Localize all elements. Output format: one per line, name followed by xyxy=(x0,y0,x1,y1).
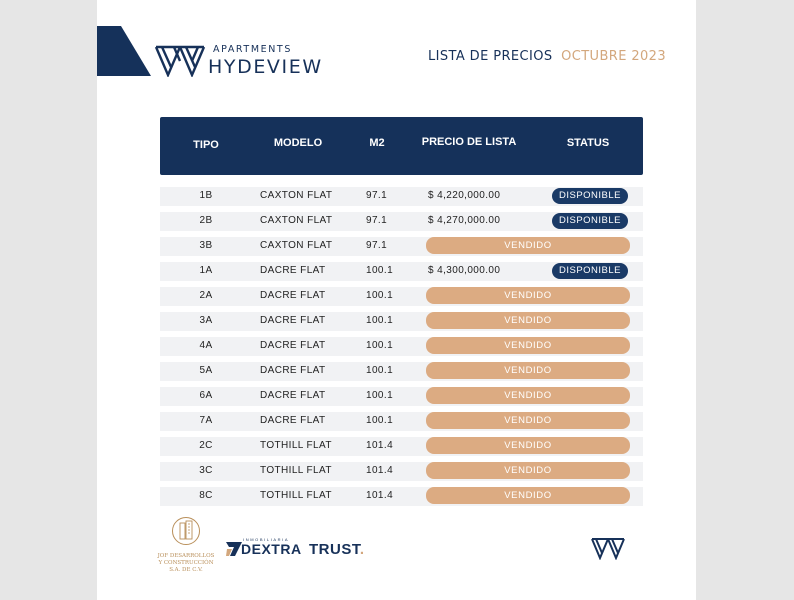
table-row xyxy=(160,287,643,306)
cell-modelo: CAXTON FLAT xyxy=(260,215,333,226)
status-sold-badge: VENDIDO xyxy=(426,287,630,304)
header-precio: PRECIO DE LISTA xyxy=(421,136,517,148)
table-header xyxy=(160,117,643,175)
status-sold-badge: VENDIDO xyxy=(426,387,630,404)
cell-modelo: DACRE FLAT xyxy=(260,340,326,351)
cell-m2: 100.1 xyxy=(366,290,394,301)
cell-tipo-value: 6A xyxy=(199,390,213,401)
table-row xyxy=(160,362,643,381)
table-row xyxy=(160,387,643,406)
cell-precio: $ 4,220,000.00 xyxy=(428,190,501,201)
price-list-page xyxy=(97,0,696,600)
cell-precio: $ 4,300,000.00 xyxy=(428,265,501,276)
hydeview-w-logo-icon xyxy=(154,45,206,77)
price-table-body xyxy=(160,187,643,512)
trust-logo xyxy=(309,541,365,558)
cell-tipo-value: 1A xyxy=(199,265,213,276)
cell-m2: 101.4 xyxy=(366,465,394,476)
status-available-badge: DISPONIBLE xyxy=(552,188,628,204)
cell-tipo-value: 2C xyxy=(199,440,213,451)
cell-m2: 101.4 xyxy=(366,440,394,451)
price-list-title xyxy=(428,49,666,64)
table-row xyxy=(160,312,643,331)
cell-tipo-value: 1B xyxy=(199,190,213,201)
cell-tipo-value: 2A xyxy=(199,290,213,301)
cell-modelo: CAXTON FLAT xyxy=(260,240,333,251)
brand-hydeview-title: HYDEVIEW xyxy=(208,56,323,78)
status-sold-badge: VENDIDO xyxy=(426,337,630,354)
cell-tipo-value: 7A xyxy=(199,415,213,426)
cell-m2: 97.1 xyxy=(366,215,388,226)
cell-modelo: TOTHILL FLAT xyxy=(260,490,332,501)
price-list-title-main: LISTA DE PRECIOS xyxy=(428,49,553,64)
brand-apartments-label: APARTMENTS xyxy=(213,44,292,55)
cell-m2: 100.1 xyxy=(366,415,394,426)
cell-m2: 100.1 xyxy=(366,390,394,401)
cell-modelo: CAXTON FLAT xyxy=(260,190,333,201)
status-sold-badge: VENDIDO xyxy=(426,312,630,329)
status-sold-badge: VENDIDO xyxy=(426,437,630,454)
cell-modelo: DACRE FLAT xyxy=(260,365,326,376)
table-row xyxy=(160,262,643,281)
jof-logo xyxy=(157,516,215,574)
cell-tipo-value: 8C xyxy=(199,490,213,501)
status-sold-badge: VENDIDO xyxy=(426,487,630,504)
table-row xyxy=(160,487,643,506)
cell-modelo: TOTHILL FLAT xyxy=(260,465,332,476)
cell-tipo-value: 3A xyxy=(199,315,213,326)
dextra-subtitle: INMOBILIARIA xyxy=(243,537,290,542)
cell-modelo: DACRE FLAT xyxy=(260,265,326,276)
cell-m2: 100.1 xyxy=(366,315,394,326)
cell-m2: 97.1 xyxy=(366,240,388,251)
cell-modelo: DACRE FLAT xyxy=(260,390,326,401)
status-available-badge: DISPONIBLE xyxy=(552,263,628,279)
header-modelo: MODELO xyxy=(273,137,323,149)
cell-tipo-value: 5A xyxy=(199,365,213,376)
jof-company-name: JOF DESARROLLOS Y CONSTRUCCIÓN S.A. DE C.V. xyxy=(157,553,215,573)
trust-logo-text: TRUST xyxy=(309,541,360,558)
header-m2: M2 xyxy=(369,137,385,149)
status-available-badge: DISPONIBLE xyxy=(552,213,628,229)
cell-tipo-value: 2B xyxy=(199,215,213,226)
dextra-logo-text: DEXTRA xyxy=(241,541,302,557)
status-sold-badge: VENDIDO xyxy=(426,237,630,254)
table-row xyxy=(160,212,643,231)
cell-tipo-value: 3B xyxy=(199,240,213,251)
status-sold-badge: VENDIDO xyxy=(426,362,630,379)
trust-logo-dot: . xyxy=(359,541,365,558)
cell-m2: 100.1 xyxy=(366,340,394,351)
dextra-logo-icon xyxy=(226,542,242,556)
cell-tipo-value: 3C xyxy=(199,465,213,476)
table-row xyxy=(160,187,643,206)
table-row xyxy=(160,337,643,356)
status-sold-badge: VENDIDO xyxy=(426,412,630,429)
cell-m2: 100.1 xyxy=(366,265,394,276)
status-sold-badge: VENDIDO xyxy=(426,462,630,479)
hydeview-w-mark-icon xyxy=(591,538,625,560)
cell-modelo: DACRE FLAT xyxy=(260,290,326,301)
cell-modelo: DACRE FLAT xyxy=(260,415,326,426)
cell-m2: 97.1 xyxy=(366,190,388,201)
table-row xyxy=(160,412,643,431)
cell-m2: 101.4 xyxy=(366,490,394,501)
jof-building-logo-icon xyxy=(171,516,201,546)
header-status: STATUS xyxy=(566,137,610,149)
header-tipo: TIPO xyxy=(193,139,219,151)
cell-precio: $ 4,270,000.00 xyxy=(428,215,501,226)
cell-modelo: DACRE FLAT xyxy=(260,315,326,326)
cell-tipo-value: 4A xyxy=(199,340,213,351)
table-row xyxy=(160,237,643,256)
price-list-title-date: OCTUBRE 2023 xyxy=(561,49,667,64)
table-row xyxy=(160,437,643,456)
table-row xyxy=(160,462,643,481)
cell-m2: 100.1 xyxy=(366,365,394,376)
corner-shape-icon xyxy=(97,26,153,78)
cell-modelo: TOTHILL FLAT xyxy=(260,440,332,451)
